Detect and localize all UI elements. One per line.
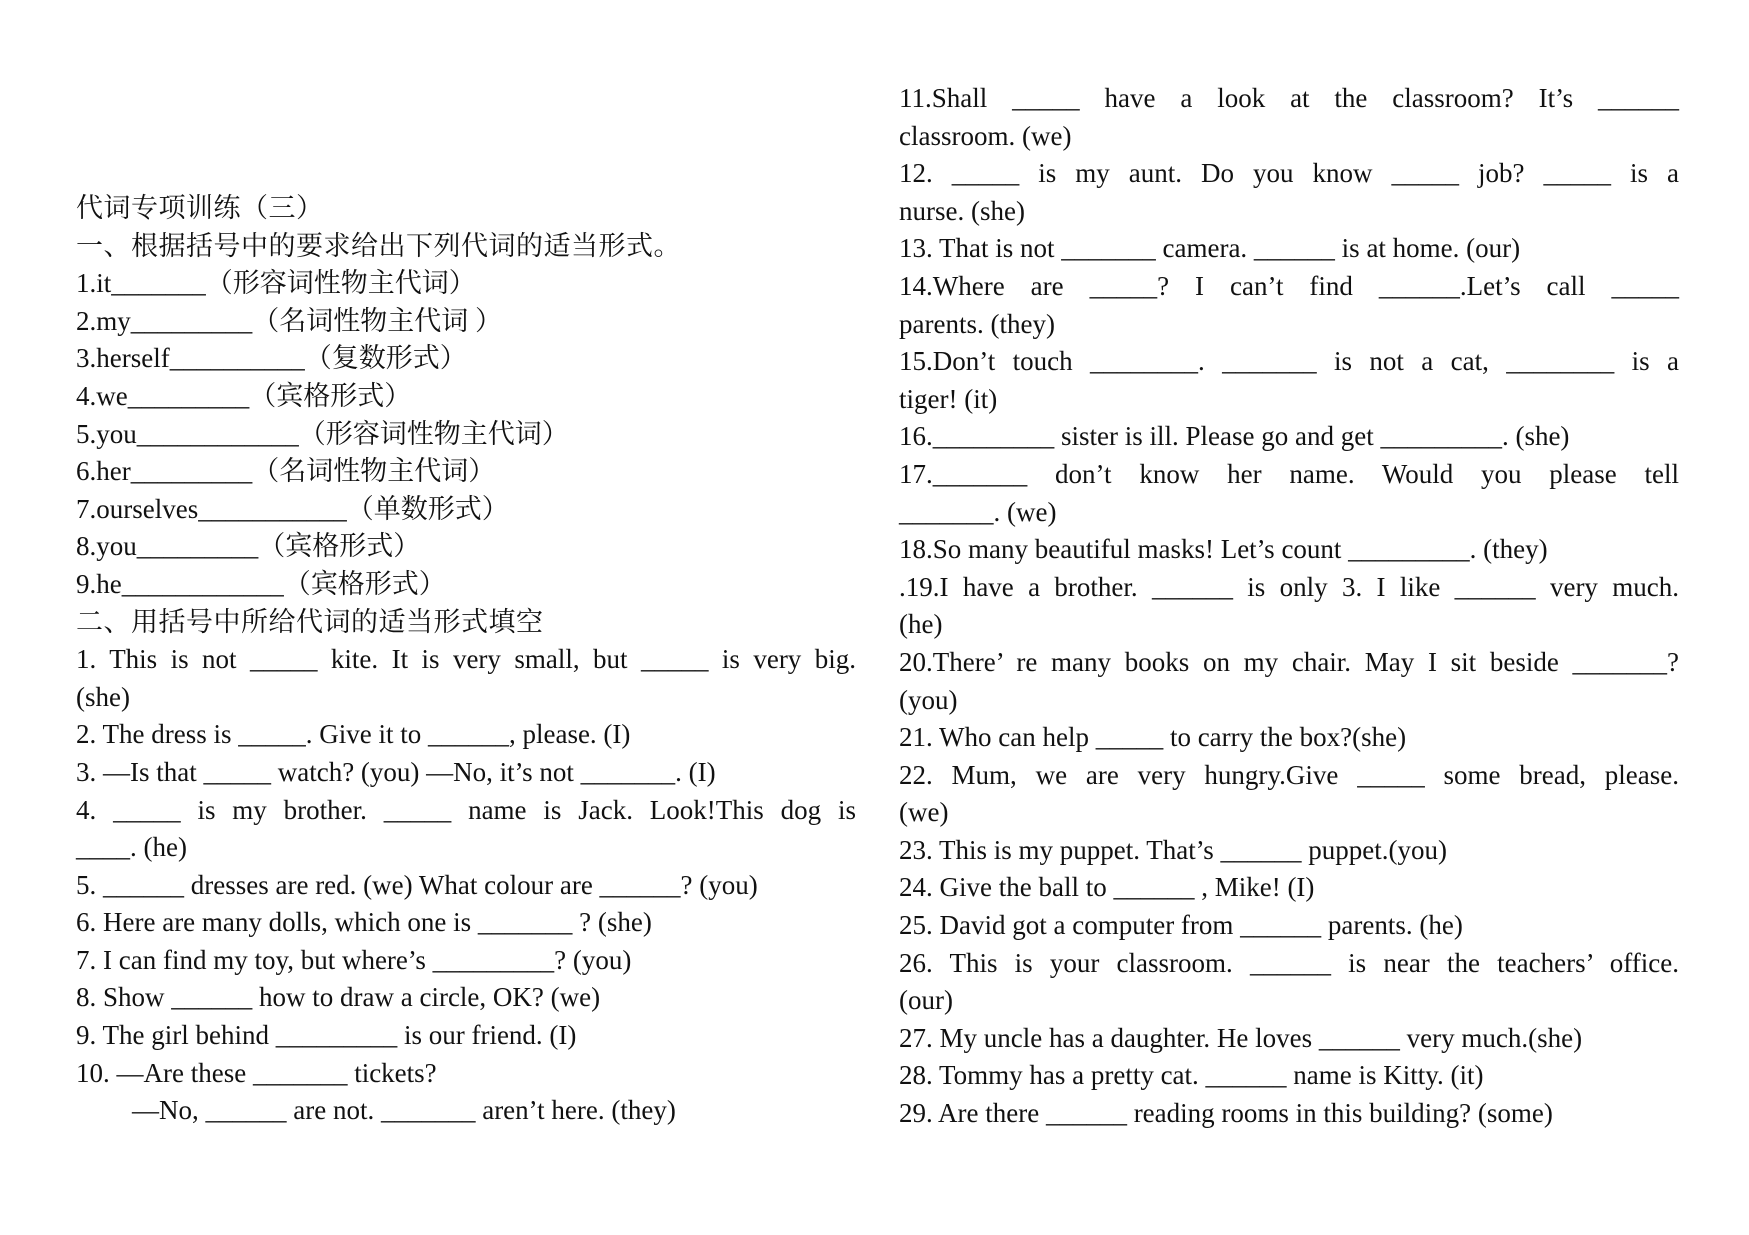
exercise-line: 15.Don’t touch ________. _______ is not a cat, ________ is a <box>899 346 1679 377</box>
left-column <box>76 190 856 1130</box>
exercise-line: ____. (he) <box>76 832 187 863</box>
exercise-line: 18.So many beautiful masks! Let’s count _________. (they) <box>899 534 1548 565</box>
exercise-line: 9. The girl behind _________ is our friend. (I) <box>76 1020 577 1051</box>
exercise-line: 1. This is not _____ kite. It is very small, but _____ is very big. <box>76 644 856 675</box>
exercise-line: parents. (they) <box>899 308 1055 339</box>
exercise-line: 11.Shall _____ have a look at the classroom? It’s ______ <box>899 83 1679 113</box>
exercise-line: 7. I can find my toy, but where’s _________? (you) <box>76 944 632 975</box>
exercise-line: 20.There’ re many books on my chair. May I sit beside _______? <box>899 646 1679 677</box>
section-1-item-7: 7.ourselves___________（单数形式） <box>76 493 509 524</box>
exercise-line: 29. Are there ______ reading rooms in this building? (some) <box>899 1098 1553 1129</box>
exercise-line: .19.I have a brother. ______ is only 3. I like ______ very much. <box>899 571 1679 602</box>
right-column <box>899 80 1679 1133</box>
exercise-line: 10. —Are these _______ tickets? <box>76 1057 437 1088</box>
exercise-line: 28. Tommy has a pretty cat. ______ name is Kitty. (it) <box>899 1060 1484 1091</box>
exercise-line: 12. _____ is my aunt. Do you know _____ job? _____ is a <box>899 158 1679 189</box>
exercise-line: tiger! (it) <box>899 383 998 414</box>
exercise-line: 25. David got a computer from ______ parents. (he) <box>899 910 1463 941</box>
section-1-item-1: 1.it_______（形容词性物主代词） <box>76 268 476 299</box>
exercise-line: _______. (we) <box>899 496 1057 527</box>
exercise-line: 14.Where are _____? I can’t find ______.Let’s call _____ <box>899 270 1679 301</box>
exercise-line: (we) <box>899 797 949 828</box>
exercise-line: —No, ______ are not. _______ aren’t here. (they) <box>132 1095 676 1126</box>
exercise-line: nurse. (she) <box>899 195 1025 226</box>
exercise-line: classroom. (we) <box>899 120 1072 151</box>
section-2-heading: 二、用括号中所给代词的适当形式填空 <box>76 606 544 637</box>
exercise-line: 13. That is not _______ camera. ______ is at home. (our) <box>899 233 1521 264</box>
exercise-line: 8. Show ______ how to draw a circle, OK? (we) <box>76 982 601 1013</box>
exercise-line: 2. The dress is _____. Give it to ______, please. (I) <box>76 719 631 750</box>
section-1-item-5: 5.you____________（形容词性物主代词） <box>76 418 569 449</box>
exercise-line: 27. My uncle has a daughter. He loves ______ very much.(she) <box>899 1022 1583 1053</box>
exercise-line: 6. Here are many dolls, which one is _______ ? (she) <box>76 907 652 938</box>
exercise-line: 17._______ don’t know her name. Would you please tell <box>899 458 1679 489</box>
section-1-item-6: 6.her_________（名词性物主代词） <box>76 456 496 487</box>
exercise-line: 26. This is your classroom. ______ is near the teachers’ office. <box>899 947 1679 978</box>
section-1-item-3: 3.herself__________（复数形式） <box>76 343 467 374</box>
exercise-line: (you) <box>899 684 958 715</box>
worksheet-title: 代词专项训练（三） <box>76 193 324 223</box>
section-1-item-2: 2.my_________（名词性物主代词 ） <box>76 305 503 336</box>
exercise-line: (she) <box>76 681 130 712</box>
exercise-line: 22. Mum, we are very hungry.Give _____ some bread, please. <box>899 759 1679 790</box>
exercise-line: (our) <box>899 985 953 1016</box>
exercise-line: 4. _____ is my brother. _____ name is Jack. Look!This dog is <box>76 794 856 825</box>
exercise-line: 21. Who can help _____ to carry the box?(she) <box>899 722 1407 753</box>
section-1-heading: 一、根据括号中的要求给出下列代词的适当形式。 <box>76 230 681 261</box>
exercise-line: 16._________ sister is ill. Please go and get _________. (she) <box>899 421 1570 452</box>
exercise-line: 24. Give the ball to ______ , Mike! (I) <box>899 872 1315 903</box>
exercise-line: (he) <box>899 609 943 640</box>
exercise-line: 3. —Is that _____ watch? (you) —No, it’s not _______. (I) <box>76 756 716 787</box>
section-1-item-9: 9.he____________（宾格形式） <box>76 568 446 599</box>
section-1-item-8: 8.you_________（宾格形式） <box>76 531 421 562</box>
exercise-line: 23. This is my puppet. That’s ______ puppet.(you) <box>899 834 1447 865</box>
section-1-item-4: 4.we_________（宾格形式） <box>76 380 412 411</box>
exercise-line: 5. ______ dresses are red. (we) What colour are ______? (you) <box>76 869 758 900</box>
